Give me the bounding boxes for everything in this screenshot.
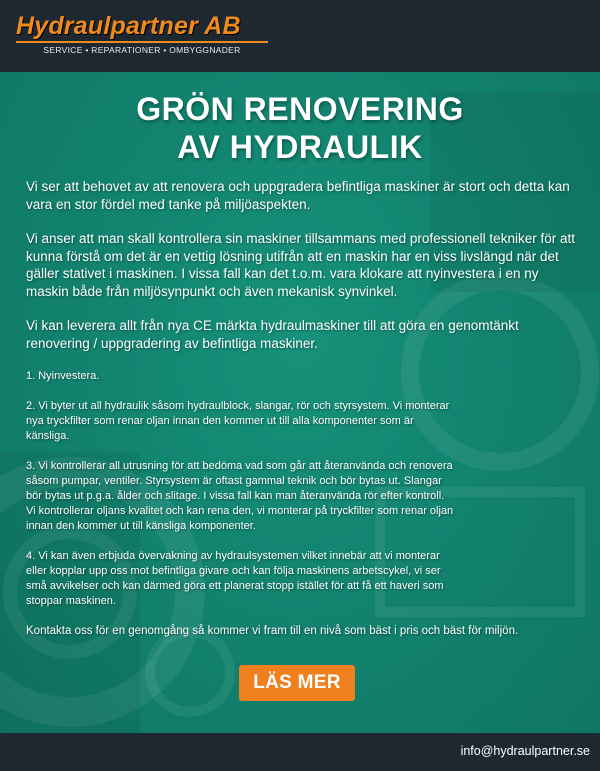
company-logo[interactable] [16,12,268,55]
title-line-1: GRÖN RENOVERING [136,91,464,127]
title-line-2: AV HYDRAULIK [177,129,423,165]
step-item: 2. Vi byter ut all hydraulik såsom hydraulblock, slangar, rör och styrsystem. Vi monterar nya tryckfilter som renar oljan innan den kommer ut till alla komponenter som är känsliga. [26,400,450,442]
header [0,0,600,72]
step-item: 1. Nyinvestera. [26,370,100,382]
logo-tagline: SERVICE • REPARATIONER • OMBYGGNADER [43,45,241,55]
page-title [0,90,600,166]
hero-section [0,72,600,733]
read-more-button[interactable]: LÄS MER [239,665,355,701]
intro-paragraph: Vi ser att behovet av att renovera och uppgradera befintliga maskiner är stort och detta kan vara en stor fördel med tanke på miljöaspekten. [26,179,570,212]
logo-divider [16,41,268,43]
footer [0,733,600,771]
article-body [26,178,582,639]
step-item: 3. Vi kontrollerar all utrusning för att bedöma vad som går att återanvända och renovera såsom pumpar, ventiler. Styrsystem är oftast gammal teknik och bör bytas ut. Slangar bör bytas ut p.g.a. ålder och slitage. I vissa fall kan man återanvända rör efter kontroll. Vi kontrollerar oljans kvalitet och kan rena den, vi monterar på tryckfilter som renar oljan innan den kommer ut till känsliga komponenter. [26,460,454,532]
delivery-paragraph: Vi kan leverera allt från nya CE märkta hydraulmaskiner till att göra en genomtänkt renovering / uppgradering av befintliga maskiner. [26,318,519,351]
step-item: 4. Vi kan även erbjuda övervakning av hydraulsystemen vilket innebär att vi monterar eller kopplar upp oss mot befintliga givare och kan följa maskinens arbetscykel, vi ser små avvikelser och kan därmed göra ett planerat stopp istället för att få ett haveri som stoppar maskinen. [26,550,444,607]
logo-title: Hydraulpartner AB [16,12,241,40]
inspection-paragraph: Vi anser att man skall kontrollera sin maskiner tillsammans med professionell tekniker för att kunna förstå om det är en vettig lösning utifrån att en maskin har en viss livslängd när det gäller stativet i maskinen. I vissa fall kan det t.o.m. vara klokare att nyinvestera i en ny maskin både från miljösynpunkt och även mekanisk synvinkel. [26,231,575,299]
email-link[interactable]: info@hydraulpartner.se [460,744,590,758]
contact-paragraph: Kontakta oss för en genomgång så kommer vi fram till en nivå som bäst i pris och bäst för miljön. [26,625,519,637]
